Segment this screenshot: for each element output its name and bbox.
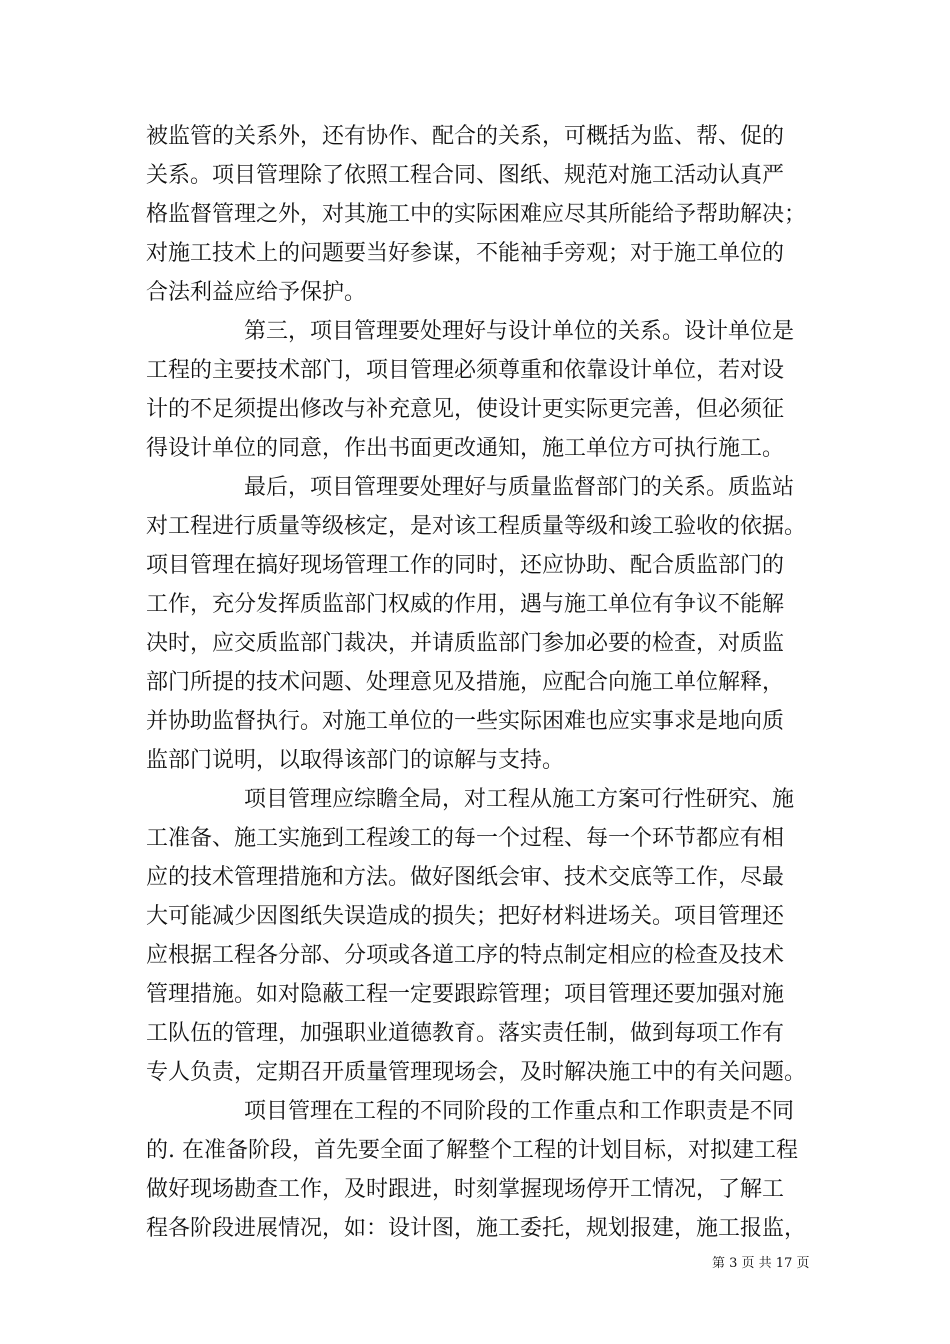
text-line: 工队伍的管理，加强职业道德教育。落实责任制，做到每项工作有 [146, 1021, 785, 1046]
page-number-footer: 第 3 页 共 17 页 [712, 1256, 810, 1271]
text-line: 决时，应交质监部门裁决，并请质监部门参加必要的检查，对质监 [146, 631, 785, 656]
text-line: 大可能减少因图纸失误造成的损失；把好材料进场关。项目管理还 [146, 904, 785, 929]
text-line: 对工程进行质量等级核定，是对该工程质量等级和竣工验收的依据。 [146, 514, 807, 539]
text-line: 程各阶段进展情况，如：设计图，施工委托，规划报建，施工报监， [146, 1216, 807, 1241]
text-line: 合法利益应给予保护。 [146, 280, 367, 305]
text-line: 部门所提的技术问题、处理意见及措施，应配合向施工单位解释， [146, 670, 785, 695]
text-line: 工准备、施工实施到工程竣工的每一个过程、每一个环节都应有相 [146, 826, 785, 851]
text-line: 管理措施。如对隐蔽工程一定要跟踪管理；项目管理还要加强对施 [146, 982, 785, 1007]
text-line: 工程的主要技术部门，项目管理必须尊重和依靠设计单位，若对设 [146, 358, 785, 383]
text-line: 应根据工程各分部、分项或各道工序的特点制定相应的检查及技术 [146, 943, 785, 968]
text-line: 关系。项目管理除了依照工程合同、图纸、规范对施工活动认真严 [146, 163, 785, 188]
text-line: 的. 在准备阶段，首先要全面了解整个工程的计划目标，对拟建工程 [146, 1138, 798, 1163]
text-line: 计的不足须提出修改与补充意见，使设计更实际更完善，但必须征 [146, 397, 785, 422]
paragraph-start-line: 第三，项目管理要处理好与设计单位的关系。设计单位是 [244, 319, 795, 344]
paragraph-start-line: 项目管理在工程的不同阶段的工作重点和工作职责是不同 [244, 1099, 795, 1124]
text-line: 格监督管理之外，对其施工中的实际困难应尽其所能给予帮助解决； [146, 202, 807, 227]
text-line: 专人负责，定期召开质量管理现场会，及时解决施工中的有关问题。 [146, 1060, 807, 1085]
text-line: 工作，充分发挥质监部门权威的作用，遇与施工单位有争议不能解 [146, 592, 785, 617]
text-line: 项目管理在搞好现场管理工作的同时，还应协助、配合质监部门的 [146, 553, 785, 578]
text-line: 监部门说明，以取得该部门的谅解与支持。 [146, 748, 565, 773]
paragraph-start-line: 项目管理应综瞻全局，对工程从施工方案可行性研究、施 [244, 787, 795, 812]
text-line: 得设计单位的同意，作出书面更改通知，施工单位方可执行施工。 [146, 436, 785, 461]
text-line: 被监管的关系外，还有协作、配合的关系，可概括为监、帮、促的 [146, 124, 785, 149]
text-line: 做好现场勘查工作，及时跟进，时刻掌握现场停开工情况，了解工 [146, 1177, 785, 1202]
text-line: 应的技术管理措施和方法。做好图纸会审、技术交底等工作，尽最 [146, 865, 785, 890]
text-line: 并协助监督执行。对施工单位的一些实际困难也应实事求是地向质 [146, 709, 785, 734]
text-line: 对施工技术上的问题要当好参谋，不能袖手旁观；对于施工单位的 [146, 241, 785, 266]
paragraph-start-line: 最后，项目管理要处理好与质量监督部门的关系。质监站 [244, 475, 795, 500]
